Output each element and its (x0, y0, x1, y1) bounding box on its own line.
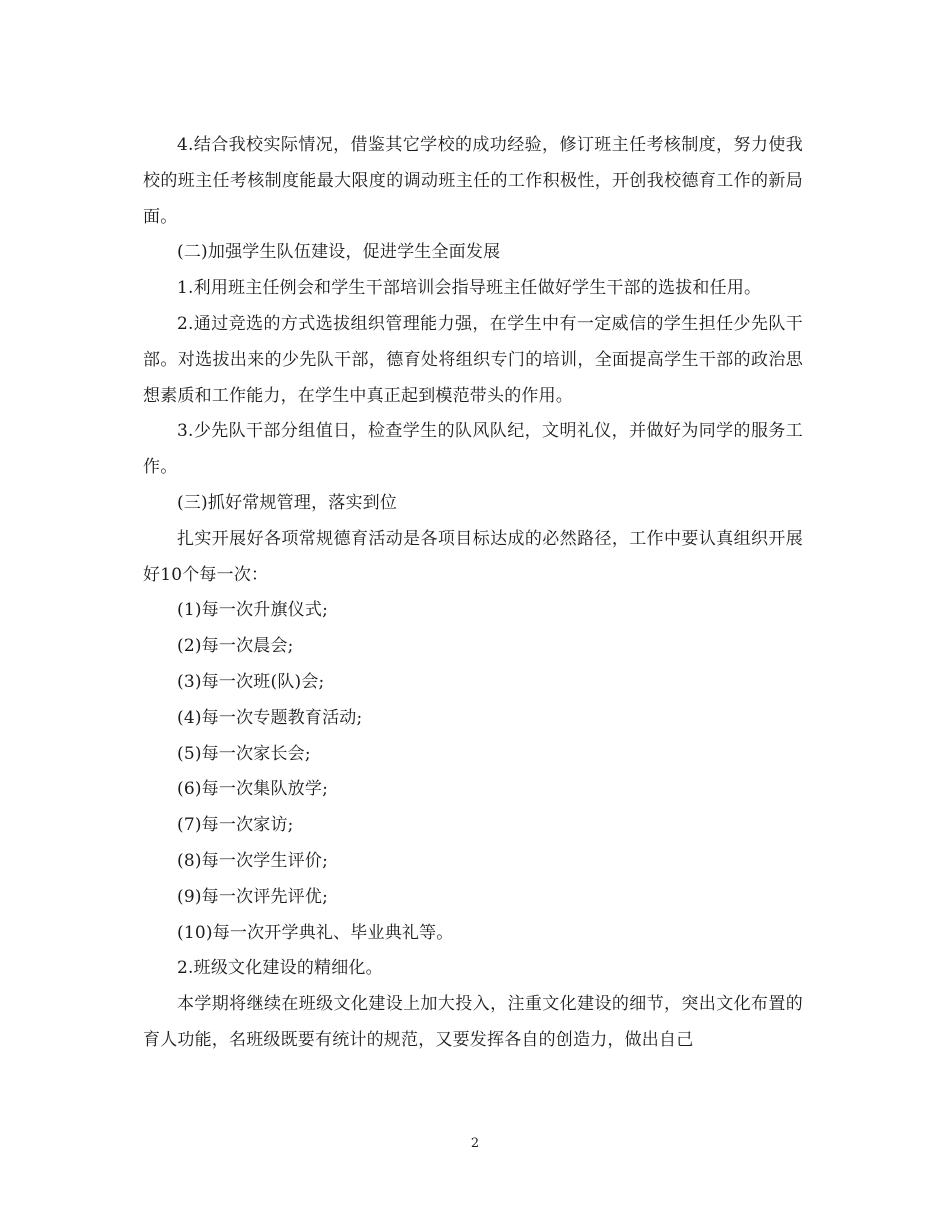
list-item: (7)每一次家访; (177, 815, 294, 836)
page-number: 2 (470, 1136, 480, 1151)
list-item: (3)每一次班(队)会; (177, 671, 325, 692)
paragraph: 2.通过竞选的方式选拔组织管理能力强，在学生中有一定威信的学生担任少先队干部。对选拔出来的少先队干部，德育处将组织专门的培训，全面提高学生干部的政治思想素质和工作能力，在学生中真正起到模范带头的作用。 (143, 313, 803, 406)
paragraph: 扎实开展好各项常规德育活动是各项目标达成的必然路径，工作中要认真组织开展好10个每一次： (143, 528, 803, 585)
paragraph: 1.利用班主任例会和学生干部培训会指导班主任做好学生干部的选拔和任用。 (177, 278, 762, 299)
list-item: (2)每一次晨会; (177, 636, 294, 657)
list-item: (8)每一次学生评价; (177, 850, 329, 871)
section-heading: (二)加强学生队伍建设，促进学生全面发展 (177, 242, 501, 263)
paragraph: 3.少先队干部分组值日，检查学生的队风队纪，文明礼仪，并做好为同学的服务工作。 (143, 421, 803, 478)
paragraph: 2.班级文化建设的精细化。 (177, 958, 383, 979)
paragraph: 4.结合我校实际情况，借鉴其它学校的成功经验，修订班主任考核制度，努力使我校的班主任考核制度能最大限度的调动班主任的工作积极性，开创我校德育工作的新局面。 (143, 135, 803, 227)
section-heading: (三)抓好常规管理，落实到位 (177, 492, 398, 513)
list-item: (1)每一次升旗仪式; (177, 600, 329, 621)
list-item: (10)每一次开学典礼、毕业典礼等。 (177, 922, 454, 943)
list-item: (4)每一次专题教育活动; (177, 707, 363, 728)
list-item: (9)每一次评先评优; (177, 886, 329, 907)
paragraph: 本学期将继续在班级文化建设上加大投入，注重文化建设的细节，突出文化布置的育人功能，名班级既要有统计的规范，又要发挥各自的创造力，做出自己 (143, 994, 803, 1050)
list-item: (5)每一次家长会; (177, 743, 311, 764)
list-item: (6)每一次集队放学; (177, 779, 329, 800)
document-body (143, 128, 803, 1059)
